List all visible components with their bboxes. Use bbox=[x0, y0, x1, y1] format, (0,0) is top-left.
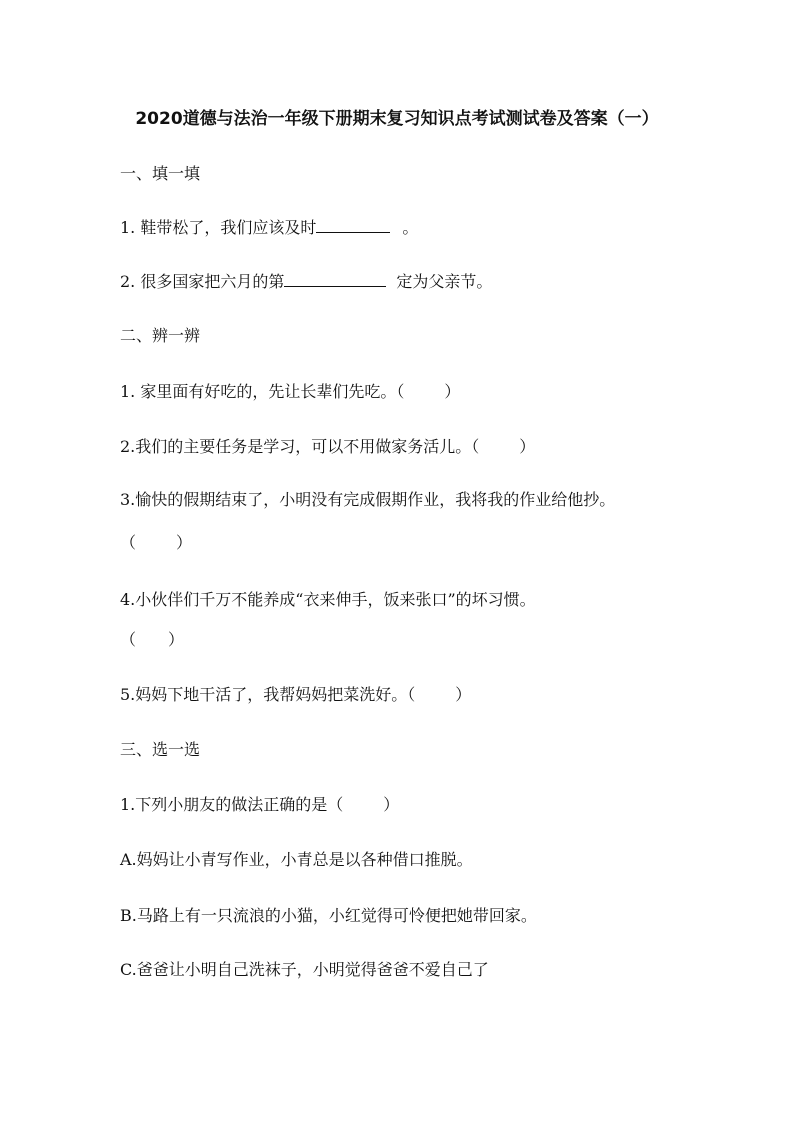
judge-question-2 bbox=[120, 437, 535, 457]
fill-question-1-text: 1. 鞋带松了，我们应该及时 bbox=[120, 218, 317, 237]
choice-question-1-text: 1.下列小朋友的做法正确的是（ bbox=[120, 795, 344, 814]
judge-question-4-answer bbox=[120, 630, 184, 650]
choice-option-b: B.马路上有一只流浪的小猫，小红觉得可怜便把她带回家。 bbox=[120, 906, 537, 925]
choice-option-c: C.爸爸让小明自己洗袜子，小明觉得爸爸不爱自己了 bbox=[120, 960, 489, 979]
judge-question-5 bbox=[120, 685, 471, 705]
paren-close: ） bbox=[519, 437, 536, 456]
paren-close: ） bbox=[168, 630, 185, 649]
paren-open: （ bbox=[396, 382, 405, 401]
fill-question-2-end: 定为父亲节。 bbox=[396, 272, 493, 291]
choice-option-a: A.妈妈让小青写作业，小青总是以各种借口推脱。 bbox=[120, 850, 473, 869]
fill-question-2 bbox=[120, 272, 492, 292]
section-heading-fill: 一、填一填 bbox=[120, 164, 201, 183]
judge-question-1 bbox=[120, 382, 460, 402]
paren-open: （ bbox=[407, 685, 416, 704]
fill-question-1 bbox=[120, 218, 418, 238]
answer-blank bbox=[284, 272, 386, 287]
judge-question-4-text: 4.小伙伴们千万不能养成“衣来伸手，饭来张口”的坏习惯。 bbox=[120, 590, 536, 609]
judge-question-3-text: 3.愉快的假期结束了，小明没有完成假期作业，我将我的作业给他抄。 bbox=[120, 490, 616, 509]
judge-question-2-text: 2.我们的主要任务是学习，可以不用做家务活儿。 bbox=[120, 437, 472, 456]
paren-open: （ bbox=[120, 630, 137, 649]
choice-question-1 bbox=[120, 795, 399, 815]
judge-question-3-answer bbox=[120, 533, 192, 553]
judge-question-5-text: 5.妈妈下地干活了，我帮妈妈把菜洗好。 bbox=[120, 685, 408, 704]
answer-blank bbox=[316, 218, 390, 233]
section-heading-choose: 三、选一选 bbox=[120, 740, 201, 759]
paren-open: （ bbox=[120, 533, 137, 552]
judge-question-1-text: 1. 家里面有好吃的，先让长辈们先吃。 bbox=[120, 382, 397, 401]
paren-close: ） bbox=[455, 685, 472, 704]
paren-open: （ bbox=[471, 437, 480, 456]
fill-question-2-text: 2. 很多国家把六月的第 bbox=[120, 272, 285, 291]
document-title: 2020道德与法治一年级下册期末复习知识点考试测试卷及答案（一） bbox=[135, 109, 659, 129]
section-heading-judge: 二、辨一辨 bbox=[120, 326, 201, 345]
fill-question-1-end: 。 bbox=[402, 218, 419, 237]
paren-close: ） bbox=[383, 795, 400, 814]
paren-close: ） bbox=[176, 533, 193, 552]
paren-close: ） bbox=[444, 382, 461, 401]
